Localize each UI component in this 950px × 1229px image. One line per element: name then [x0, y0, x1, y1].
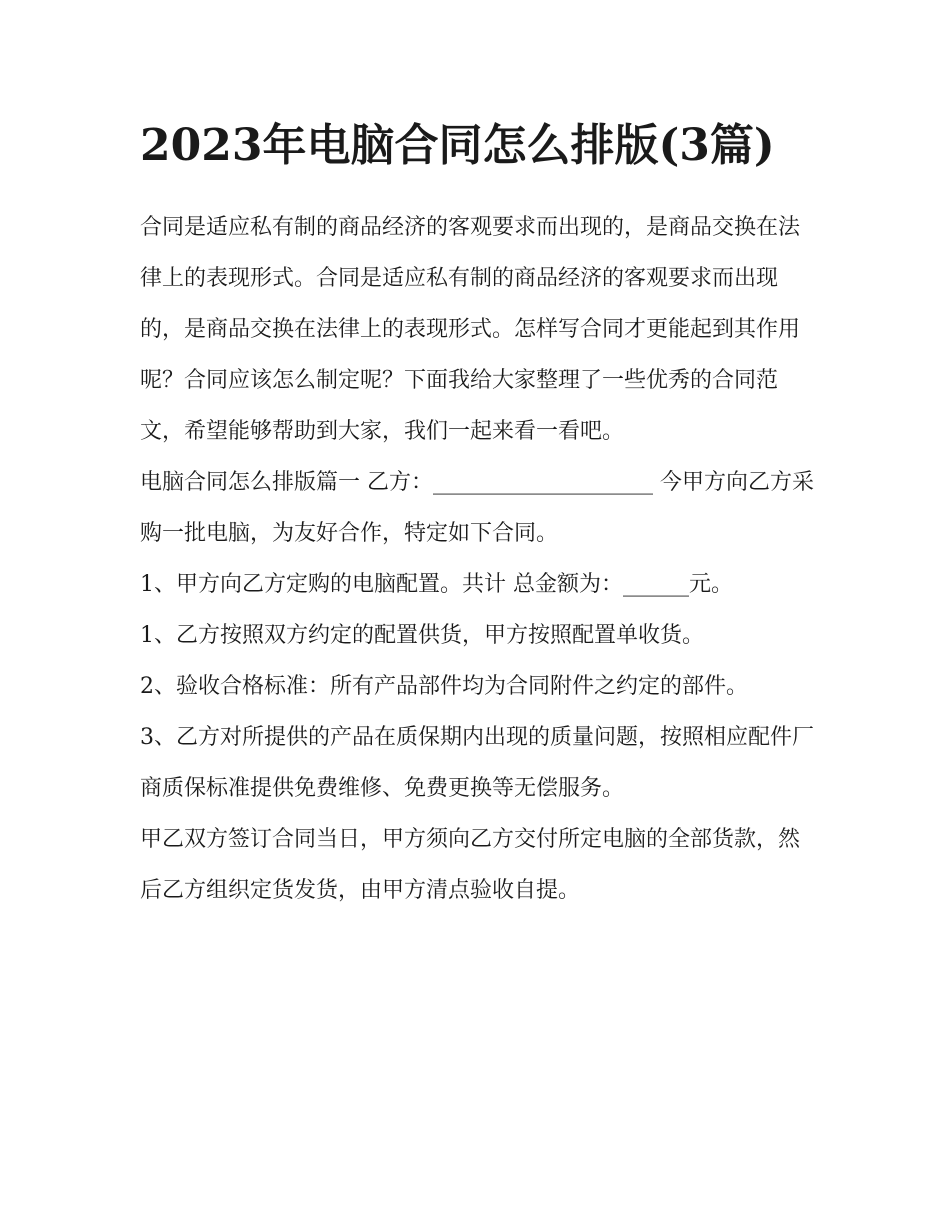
- clause-config-total: 1、甲方向乙方定购的电脑配置。共计 总金额为：______元。: [140, 572, 733, 597]
- clause-warranty: 3、乙方对所提供的产品在质保期内出现的质量问题，按照相应配件厂商质保标准提供免费维修、免费更换等无偿服务。: [140, 725, 814, 801]
- document-title: 2023年电脑合同怎么排版(3篇): [140, 120, 775, 171]
- contract-opening-paragraph: 电脑合同怎么排版篇一 乙方：____________________ 今甲方向乙方采购一批电脑，为友好合作，特定如下合同。: [140, 470, 814, 546]
- clause-payment: 甲乙双方签订合同当日，甲方须向乙方交付所定电脑的全部货款，然后乙方组织定货发货，由甲方清点验收自提。: [140, 827, 801, 903]
- document-page: [140, 108, 820, 916]
- clause-supply: 1、乙方按照双方约定的配置供货，甲方按照配置单收货。: [140, 623, 704, 648]
- clause-acceptance-standard: 2、验收合格标准：所有产品部件均为合同附件之约定的部件。: [140, 674, 748, 699]
- intro-paragraph: 合同是适应私有制的商品经济的客观要求而出现的，是商品交换在法律上的表现形式。合同是适应私有制的商品经济的客观要求而出现的，是商品交换在法律上的表现形式。怎样写合同才更能起到其作用呢？合同应该怎么制定呢？下面我给大家整理了一些优秀的合同范文，希望能够帮助到大家，我们一起来看一看吧。: [140, 215, 801, 444]
